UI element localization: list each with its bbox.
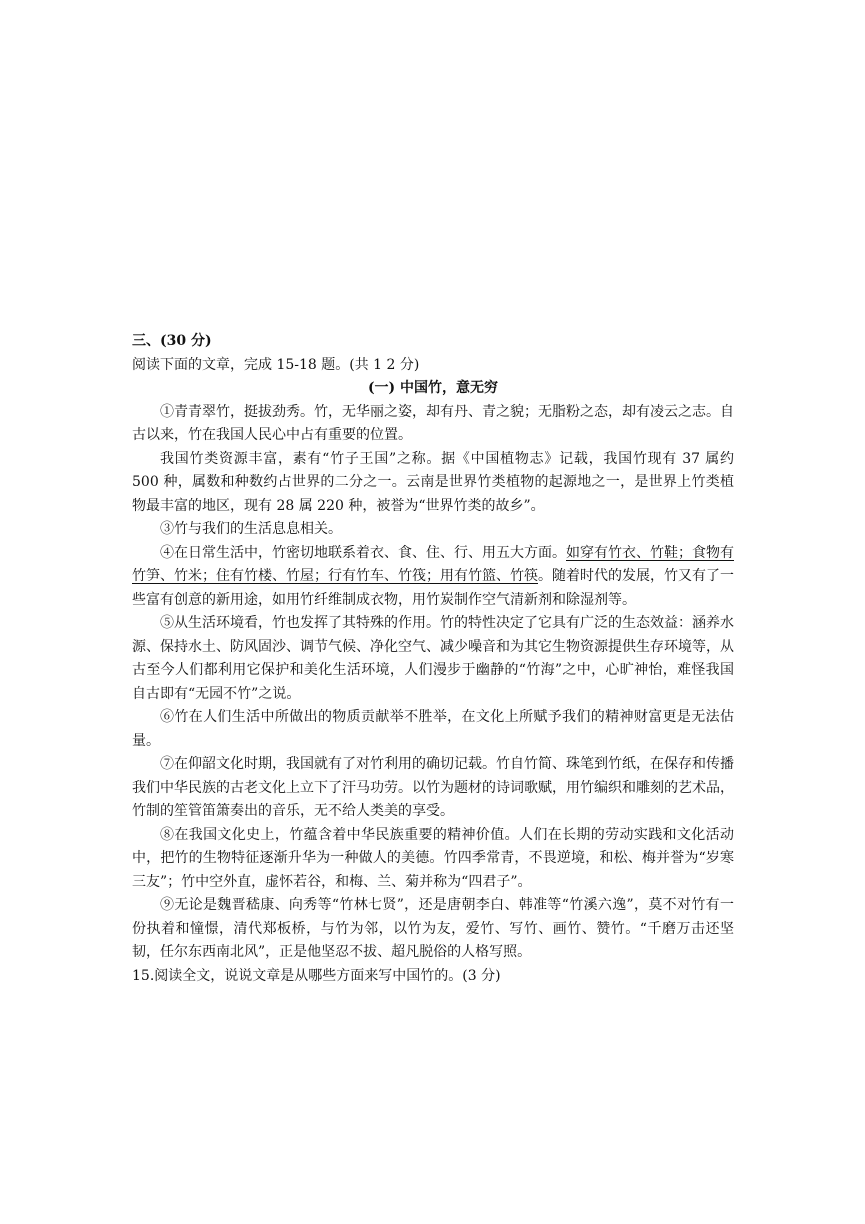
exam-content: [132, 330, 734, 988]
question-15: 15.阅读全文，说说文章是从哪些方面来写中国竹的。(3 分): [132, 967, 501, 984]
paragraph-4: [132, 542, 734, 613]
section-heading: 三、(30 分): [132, 333, 212, 349]
paragraph-5: ⑤从生活环境看，竹也发挥了其特殊的作用。竹的特性决定了它具有广泛的生态效益：涵养水源、保持水土、防风固沙、调节气候、净化空气、减少噪音和为其它生物资源提供生存环境等，从古至今人们都利用它保护和美化生活环境，人们漫步于幽静的“竹海”之中，心旷神怡，难怪我国自古即有“无园不竹”之说。: [132, 615, 734, 702]
paragraph-6: ⑥竹在人们生活中所做出的物质贡献举不胜举，在文化上所赋予我们的精神财富更是无法估量。: [132, 709, 734, 749]
article-title: (一) 中国竹，意无穷: [367, 380, 499, 396]
paragraph-4-intro: ④在日常生活中，竹密切地联系着衣、食、住、行、用五大方面。: [160, 544, 566, 561]
paragraph-2: 我国竹类资源丰富，素有“竹子王国”之称。据《中国植物志》记载，我国竹现有 37 属约 500 种，属数和种数约占世界的二分之一。云南是世界竹类植物的起源地之一，是世界上竹类植物最丰富的地区，现有 28 属 220 种，被誉为“世界竹类的故乡”。: [132, 450, 734, 514]
paragraph-7: ⑦在仰韶文化时期，我国就有了对竹利用的确切记载。竹自竹简、珠笔到竹纸，在保存和传播我们中华民族的古老文化上立下了汗马功劳。以竹为题材的诗词歌赋，用竹编织和雕刻的艺术品，竹制的笙管笛箫奏出的音乐，无不给人类美的享受。: [132, 756, 734, 819]
paragraph-3: ③竹与我们的生活息息相关。: [160, 521, 342, 537]
paragraph-4-rest: 。随着时代的发展，竹又有了一些富有创意的新用途，如用竹纤维制成衣物，用竹炭制作空气清新剂和除湿剂等。: [132, 568, 734, 608]
paragraph-1: ①青青翠竹，挺拔劲秀。竹，无华丽之姿，却有丹、青之貌；无脂粉之态，却有凌云之志。自古以来，竹在我国人民心中占有重要的位置。: [132, 403, 734, 443]
paragraph-9: ⑨无论是魏晋嵇康、向秀等“竹林七贤”，还是唐朝李白、韩准等“竹溪六逸”，莫不对竹有一份执着和憧憬，清代郑板桥，与竹为邻，以竹为友，爱竹、写竹、画竹、赞竹。“千磨万击还坚韧，任尔东西南北风”，正是他坚忍不拔、超凡脱俗的人格写照。: [132, 897, 734, 960]
paragraph-8: ⑧在我国文化史上，竹蕴含着中华民族重要的精神价值。人们在长期的劳动实践和文化活动中，把竹的生物特征逐渐升华为一种做人的美德。竹四季常青，不畏逆境，和松、梅并誉为“岁寒三友”；竹中空外直，虚怀若谷，和梅、兰、菊并称为“四君子”。: [132, 826, 734, 890]
underlined-examples: 如穿有竹衣、竹鞋；食物有竹笋、竹米；住有竹楼、竹屋；行有竹车、竹筏；用有竹篮、竹筷: [132, 544, 734, 584]
section-instruction: 阅读下面的文章，完成 15-18 题。(共 1 2 分): [132, 356, 420, 373]
